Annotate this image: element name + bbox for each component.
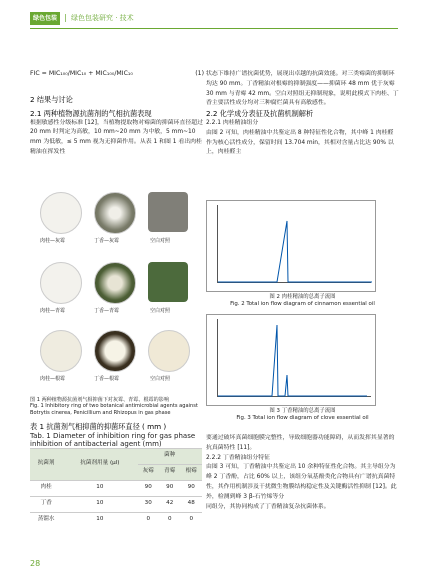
chromatogram-trace <box>207 315 375 405</box>
page-header <box>0 0 427 30</box>
dish-label: 肉桂—根霉 <box>40 376 66 382</box>
dish-image <box>94 330 136 372</box>
table-1-block <box>30 422 204 528</box>
section-heading-2-2-1: 2.2.1 肉桂精油组分 <box>206 119 259 126</box>
table-header: 抗菌剂用量 (μl) <box>62 448 137 480</box>
table-cell: 30 <box>138 496 159 512</box>
table-cell: 10 <box>62 512 137 528</box>
table-1 <box>30 448 202 528</box>
table-header: 根霉 <box>180 464 202 480</box>
fig3-chromatogram <box>206 314 376 406</box>
figure-2-caption <box>206 294 399 308</box>
dish-label: 肉桂—青霉 <box>40 308 66 314</box>
table-cell: 丁香 <box>30 496 62 512</box>
right-paragraph-1: 状态下维持广谱抗菌优势，展现出卓越的抗菌效能。对三类霉菌的抑制环均达 90 mm。丁香精油对根霉的抑制强度——抑菌环 48 mm 优于灰霉 30 mm 与青霉 42 mm。空白对照组无抑制现象，说明此模式下肉桂、丁香主要活性成分均对三种腐烂菌具有高敏感性。 <box>206 71 399 107</box>
fig2-chromatogram <box>206 200 376 292</box>
right-paragraph-4: 由图 3 可知，丁香精油中共鉴定出 10 余种特征性化合物。其主导组分为峰 2 丁香酚，占比 60% 以上，该组分氧基酚类化合物具有广谱抗真菌特性，其作用机制涉及干扰微生物膜结构稳定性及关键酶活性抑制 [12]。此外，检测到峰 3 β-石竹烯等分 <box>206 464 397 500</box>
header-line <box>30 28 398 29</box>
section-heading-2-2-2: 2.2.2 丁香精油组分特征 <box>206 454 270 461</box>
header-separator: | <box>64 13 67 22</box>
dish-image <box>40 262 82 304</box>
figure-3-caption-cn: 图 3 丁香精油的总离子流图 <box>269 408 336 414</box>
chromatogram-trace <box>207 201 375 291</box>
figure-3-caption-en: Fig. 3 Total ion flow diagram of clove essential oil <box>236 415 369 421</box>
dish-image <box>40 330 82 372</box>
table-cell: 0 <box>180 512 202 528</box>
dish-image <box>148 262 188 302</box>
table-cell: 90 <box>138 480 159 496</box>
table-header: 灰霉 <box>138 464 159 480</box>
table-row <box>30 512 202 528</box>
dish-image <box>40 192 82 234</box>
table-cell: 0 <box>138 512 159 528</box>
dish-image <box>94 262 136 304</box>
formula <box>30 70 204 77</box>
table-cell: 90 <box>180 480 202 496</box>
dish-label: 肉桂—灰霉 <box>40 238 66 244</box>
table-cell: 蒸馏水 <box>30 512 62 528</box>
table-header: 抗菌剂 <box>30 448 62 480</box>
table-header: 青霉 <box>159 464 180 480</box>
table-1-title-cn: 表 1 抗菌剂气相抑菌的抑菌环直径 ( mm ) <box>30 422 167 431</box>
dish-label: 丁香—根霉 <box>94 376 120 382</box>
dish-image <box>94 192 136 234</box>
right-paragraph-4b: 同组分，其协同构成了丁香精油复杂抗菌体系。 <box>206 503 330 510</box>
figure-1-caption-en: Fig. 1 Inhibitory ring of two botanical antimicrobial agents against Botrytis cinerea, Penicillium and Rhizopus in gas phase <box>30 403 198 416</box>
section-heading-2-2: 2.2 化学成分表征及抗菌机制解析 <box>206 109 314 119</box>
dish-image <box>148 330 190 372</box>
table-cell: 48 <box>180 496 202 512</box>
table-row <box>30 496 202 512</box>
dish-label: 空白对照 <box>150 376 171 382</box>
table-header: 菌种 <box>138 448 203 464</box>
left-paragraph-1: 根据敏感性分级标准 [12]，当植物提取物对霉菌的抑菌环直径超过 20 mm 时判定为高敏，10 mm~20 mm 为中敏，5 mm~10 mm 为低敏，≤ 5 mm 视为无抑菌作用。从表 1 和图 1 看出肉桂精油在挥发性 <box>30 119 204 155</box>
figure-1-caption <box>30 397 204 416</box>
dish-label: 空白对照 <box>150 238 171 244</box>
right-paragraph-3: 要通过破坏真菌细胞膜完整性，导致细胞器功能障碍，从而发挥其显著的抗真菌特性 [11]。 <box>206 435 395 451</box>
right-column-top <box>206 70 399 158</box>
figure-1-caption-cn: 图 1 两种植物源抗菌剂气相抑菌下对灰霉、青霉、根霉的影响 <box>30 397 169 403</box>
table-cell: 肉桂 <box>30 480 62 496</box>
left-column <box>30 95 204 158</box>
dish-label: 空白对照 <box>150 308 171 314</box>
section-heading-2-1: 2.1 两种植物源抗菌剂的气相抗菌表现 <box>30 108 152 118</box>
formula-text: FIC = MIC₁₀₀/MIC₁₀ + MIC₁₀₀/MIC₁₀ <box>30 70 133 77</box>
formula-number: (1) <box>195 70 204 77</box>
dish-label: 丁香—灰霉 <box>94 238 120 244</box>
header-title: 绿色包装研究 · 技术 <box>71 14 134 22</box>
right-column-bottom <box>206 434 399 512</box>
table-cell: 10 <box>62 496 137 512</box>
table-1-title-en: Tab. 1 Diameter of inhibition ring for gas phase inhibition of antibacterial agent (mm) <box>30 431 196 448</box>
journal-logo: 绿色包装 <box>30 12 60 25</box>
figure-2-caption-cn: 图 2 肉桂精油的总离子流图 <box>269 294 336 300</box>
table-cell: 10 <box>62 480 137 496</box>
table-cell: 0 <box>159 512 180 528</box>
figure-2-caption-en: Fig. 2 Total ion flow diagram of cinnamon essential oil <box>230 301 375 307</box>
right-paragraph-2: 由图 2 可知，肉桂精油中共鉴定出 8 种特征性化合物，其中峰 1 肉桂醛作为核心活性成分，保留时间 13.704 min，其相对含量占比达 90% 以上，肉桂醛主 <box>206 129 394 156</box>
dish-image <box>148 192 188 232</box>
dish-label: 丁香—青霉 <box>94 308 120 314</box>
table-cell: 90 <box>159 480 180 496</box>
section-heading-2: 2 结果与讨论 <box>30 95 73 104</box>
page-number: 28 <box>30 559 41 568</box>
table-row <box>30 480 202 496</box>
table-cell: 42 <box>159 496 180 512</box>
figure-3-caption <box>206 408 399 422</box>
